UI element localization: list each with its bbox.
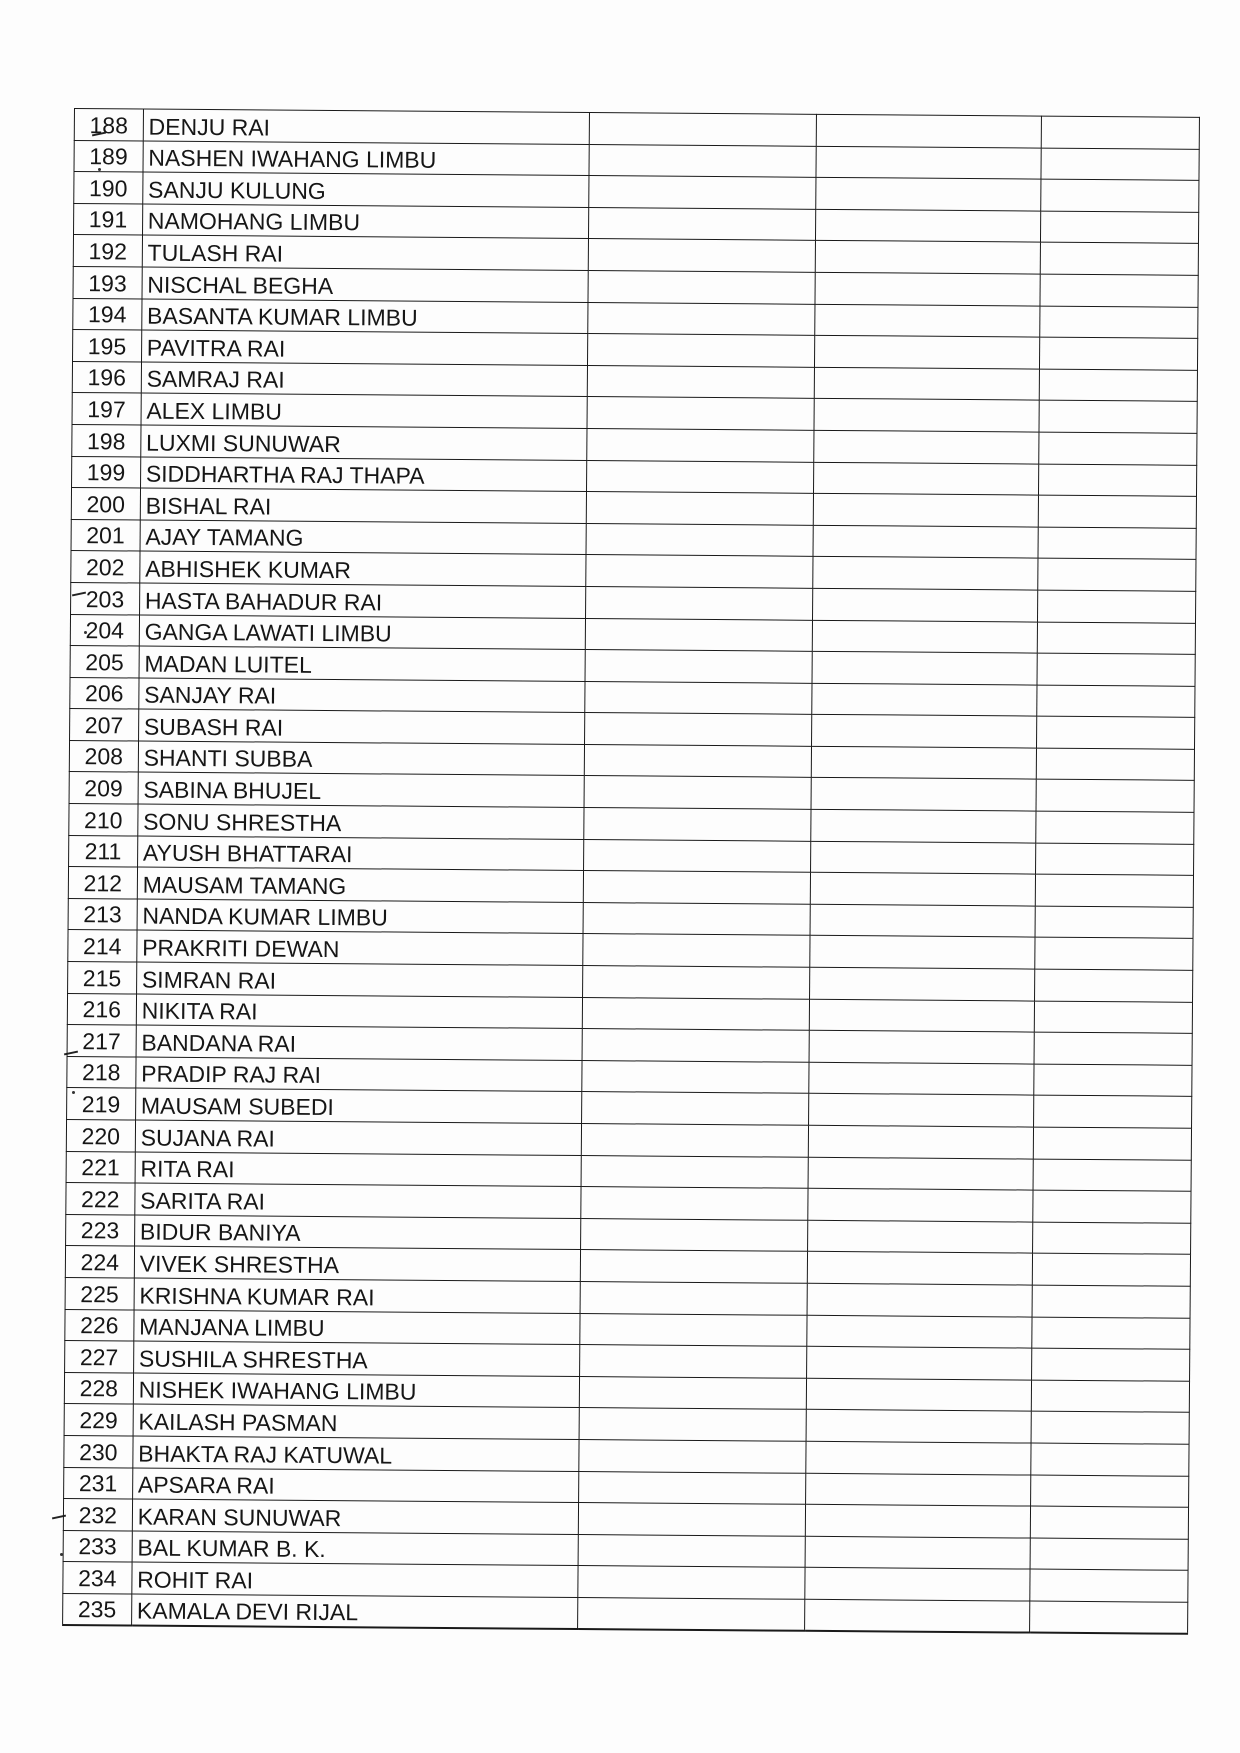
blank-cell	[1035, 843, 1194, 876]
name-cell: PAVITRA RAI	[141, 330, 587, 365]
blank-cell	[805, 1473, 1030, 1506]
blank-cell	[811, 746, 1036, 779]
serial-number-cell: 207	[70, 709, 139, 741]
serial-number-cell: 214	[68, 930, 137, 962]
blank-cell	[1039, 400, 1198, 433]
blank-cell	[1036, 716, 1195, 749]
blank-cell	[586, 460, 813, 493]
blank-cell	[813, 525, 1038, 558]
serial-number-cell: 224	[65, 1246, 134, 1278]
serial-number-cell: 202	[71, 551, 140, 583]
name-cell: LUXMI SUNUWAR	[141, 425, 587, 460]
blank-cell	[807, 1283, 1032, 1316]
blank-cell	[814, 304, 1039, 337]
blank-cell	[581, 1060, 808, 1093]
blank-cell	[808, 1094, 1033, 1127]
blank-cell	[579, 1313, 806, 1346]
blank-cell	[578, 1503, 805, 1536]
serial-number-cell: 229	[64, 1404, 133, 1436]
blank-cell	[805, 1504, 1030, 1537]
blank-cell	[1040, 211, 1199, 244]
name-cell: SAMRAJ RAI	[141, 362, 587, 397]
blank-cell	[1032, 1222, 1191, 1255]
blank-cell	[1031, 1317, 1190, 1350]
serial-number-cell: 205	[70, 646, 139, 678]
name-cell: SANJU KULUNG	[142, 172, 588, 207]
blank-cell	[578, 1534, 805, 1567]
serial-number-cell: 218	[67, 1056, 136, 1088]
name-cell: KRISHNA KUMAR RAI	[134, 1278, 580, 1313]
blank-cell	[588, 239, 815, 272]
blank-cell	[1034, 938, 1193, 971]
blank-cell	[1033, 1159, 1192, 1192]
name-cell: PRAKRITI DEWAN	[137, 930, 583, 965]
blank-cell	[808, 1062, 1033, 1095]
serial-number-cell: 198	[72, 424, 141, 456]
blank-cell	[811, 683, 1036, 716]
blank-cell	[584, 776, 811, 809]
name-cell: TULASH RAI	[142, 235, 588, 270]
blank-cell	[588, 271, 815, 304]
serial-number-cell: 217	[67, 1025, 136, 1057]
blank-cell	[815, 241, 1040, 274]
blank-cell	[579, 1408, 806, 1441]
blank-cell	[810, 841, 1035, 874]
blank-cell	[816, 146, 1041, 179]
blank-cell	[586, 428, 813, 461]
blank-cell	[587, 334, 814, 367]
serial-number-cell: 222	[66, 1183, 135, 1215]
blank-cell	[809, 967, 1034, 1000]
blank-cell	[1037, 653, 1196, 686]
blank-cell	[1040, 179, 1199, 212]
blank-cell	[813, 493, 1038, 526]
blank-cell	[583, 839, 810, 872]
blank-cell	[1031, 1411, 1190, 1444]
serial-number-cell: 192	[73, 235, 142, 267]
blank-cell	[582, 997, 809, 1030]
blank-cell	[806, 1315, 1031, 1348]
blank-cell	[1041, 116, 1200, 149]
blank-cell	[578, 1439, 805, 1472]
blank-cell	[1030, 1538, 1189, 1571]
blank-cell	[583, 808, 810, 841]
name-cell: NISHEK IWAHANG LIMBU	[133, 1373, 579, 1408]
blank-cell	[806, 1346, 1031, 1379]
blank-cell	[1038, 464, 1197, 497]
serial-number-cell: 203	[71, 582, 140, 614]
blank-cell	[584, 744, 811, 777]
name-cell: BASANTA KUMAR LIMBU	[142, 299, 588, 334]
blank-cell	[810, 809, 1035, 842]
name-cell: BANDANA RAI	[136, 1025, 582, 1060]
blank-cell	[1032, 1190, 1191, 1223]
serial-number-cell: 230	[64, 1435, 133, 1467]
blank-cell	[1037, 590, 1196, 623]
blank-cell	[813, 430, 1038, 463]
blank-cell	[804, 1568, 1029, 1601]
serial-number-cell: 213	[68, 898, 137, 930]
serial-number-cell: 221	[66, 1151, 135, 1183]
blank-cell	[1030, 1475, 1189, 1508]
blank-cell	[1039, 306, 1198, 339]
serial-number-cell: 212	[68, 867, 137, 899]
blank-cell	[1034, 1001, 1193, 1034]
blank-cell	[582, 966, 809, 999]
blank-cell	[1038, 432, 1197, 465]
blank-cell	[805, 1536, 1030, 1569]
blank-cell	[1035, 874, 1194, 907]
serial-number-cell: 235	[63, 1593, 132, 1625]
serial-number-cell: 233	[63, 1530, 132, 1562]
blank-cell	[814, 367, 1039, 400]
name-cell: SIDDHARTHA RAJ THAPA	[140, 457, 586, 492]
blank-cell	[583, 871, 810, 904]
serial-number-cell: 206	[70, 677, 139, 709]
name-cell: NIKITA RAI	[136, 994, 582, 1029]
serial-number-cell: 215	[68, 962, 137, 994]
serial-number-cell: 228	[64, 1372, 133, 1404]
name-cell: MAUSAM TAMANG	[137, 867, 583, 902]
name-cell: KAILASH PASMAN	[133, 1404, 579, 1439]
name-cell: BIDUR BANIYA	[134, 1215, 580, 1250]
name-cell: SHANTI SUBBA	[138, 741, 584, 776]
serial-number-cell: 200	[71, 488, 140, 520]
blank-cell	[580, 1218, 807, 1251]
blank-cell	[1029, 1569, 1188, 1602]
blank-cell	[807, 1188, 1032, 1221]
blank-cell	[1035, 906, 1194, 939]
blank-cell	[1040, 274, 1199, 307]
blank-cell	[1035, 811, 1194, 844]
blank-cell	[811, 778, 1036, 811]
blank-cell	[1039, 337, 1198, 370]
blank-cell	[589, 113, 816, 146]
blank-cell	[808, 1125, 1033, 1158]
blank-cell	[814, 335, 1039, 368]
name-cell: MAUSAM SUBEDI	[135, 1088, 581, 1123]
name-cell: MANJANA LIMBU	[134, 1310, 580, 1345]
blank-cell	[814, 399, 1039, 432]
name-cell: NANDA KUMAR LIMBU	[137, 899, 583, 934]
name-cell: APSARA RAI	[132, 1468, 578, 1503]
blank-cell	[581, 1092, 808, 1125]
blank-cell	[1039, 369, 1198, 402]
blank-cell	[1036, 748, 1195, 781]
blank-cell	[580, 1187, 807, 1220]
blank-cell	[583, 902, 810, 935]
name-cell: NAMOHANG LIMBU	[142, 204, 588, 239]
serial-number-cell: 220	[66, 1119, 135, 1151]
serial-number-cell: 226	[65, 1309, 134, 1341]
serial-number-cell: 219	[67, 1088, 136, 1120]
serial-number-cell: 193	[73, 266, 142, 298]
blank-cell	[1038, 495, 1197, 528]
blank-cell	[577, 1566, 804, 1599]
blank-cell	[812, 651, 1037, 684]
blank-cell	[1033, 1095, 1192, 1128]
blank-cell	[807, 1252, 1032, 1285]
blank-cell	[811, 715, 1036, 748]
name-cell: MADAN LUITEL	[139, 646, 585, 681]
blank-cell	[805, 1441, 1030, 1474]
blank-cell	[582, 934, 809, 967]
blank-cell	[582, 1029, 809, 1062]
blank-cell	[804, 1599, 1029, 1632]
blank-cell	[587, 302, 814, 335]
blank-cell	[815, 209, 1040, 242]
name-cell: SARITA RAI	[135, 1183, 581, 1218]
name-cell: HASTA BAHADUR RAI	[139, 583, 585, 618]
serial-number-cell: 227	[65, 1341, 134, 1373]
serial-number-cell: 223	[66, 1214, 135, 1246]
serial-number-cell: 234	[63, 1562, 132, 1594]
blank-cell	[1031, 1348, 1190, 1381]
blank-cell	[1038, 527, 1197, 560]
name-cell: ABHISHEK KUMAR	[140, 551, 586, 586]
serial-number-cell: 188	[74, 109, 143, 141]
blank-cell	[812, 620, 1037, 653]
name-cell: PRADIP RAJ RAI	[136, 1057, 582, 1092]
name-cell: GANGA LAWATI LIMBU	[139, 615, 585, 650]
blank-cell	[585, 618, 812, 651]
blank-cell	[578, 1471, 805, 1504]
serial-number-cell: 196	[72, 361, 141, 393]
blank-cell	[809, 936, 1034, 969]
blank-cell	[815, 178, 1040, 211]
serial-number-cell: 199	[72, 456, 141, 488]
blank-cell	[1041, 148, 1200, 181]
serial-number-cell: 210	[69, 804, 138, 836]
blank-cell	[812, 588, 1037, 621]
serial-number-cell: 225	[65, 1277, 134, 1309]
blank-cell	[807, 1220, 1032, 1253]
name-cell: KAMALA DEVI RIJAL	[131, 1594, 577, 1629]
serial-number-cell: 194	[73, 298, 142, 330]
blank-cell	[577, 1597, 804, 1630]
serial-number-cell: 197	[72, 393, 141, 425]
blank-cell	[806, 1410, 1031, 1443]
blank-cell	[1036, 685, 1195, 718]
blank-cell	[815, 272, 1040, 305]
name-cell: SUSHILA SHRESTHA	[133, 1341, 579, 1376]
blank-cell	[1037, 558, 1196, 591]
serial-number-cell: 201	[71, 519, 140, 551]
serial-number-cell: 195	[73, 330, 142, 362]
name-cell: VIVEK SHRESTHA	[134, 1246, 580, 1281]
name-cell: KARAN SUNUWAR	[132, 1499, 578, 1534]
blank-cell	[812, 557, 1037, 590]
blank-cell	[581, 1155, 808, 1188]
serial-number-cell: 209	[69, 772, 138, 804]
name-cell: BAL KUMAR B. K.	[132, 1531, 578, 1566]
blank-cell	[580, 1281, 807, 1314]
blank-cell	[579, 1376, 806, 1409]
blank-cell	[1033, 1064, 1192, 1097]
name-cell: SANJAY RAI	[139, 678, 585, 713]
blank-cell	[809, 1031, 1034, 1064]
serial-number-cell: 204	[70, 614, 139, 646]
blank-cell	[585, 650, 812, 683]
name-cell: DENJU RAI	[143, 109, 589, 144]
blank-cell	[584, 681, 811, 714]
name-cell: SONU SHRESTHA	[138, 804, 584, 839]
blank-cell	[1030, 1506, 1189, 1539]
blank-cell	[579, 1345, 806, 1378]
name-cell: SUBASH RAI	[138, 709, 584, 744]
name-cell: BHAKTA RAJ KATUWAL	[133, 1436, 579, 1471]
blank-cell	[810, 873, 1035, 906]
serial-number-cell: 216	[67, 993, 136, 1025]
name-cell: ROHIT RAI	[132, 1562, 578, 1597]
blank-cell	[1037, 622, 1196, 655]
blank-cell	[1031, 1380, 1190, 1413]
blank-cell	[584, 713, 811, 746]
blank-cell	[1032, 1285, 1191, 1318]
serial-number-cell: 211	[69, 835, 138, 867]
blank-cell	[1034, 969, 1193, 1002]
name-cell: SIMRAN RAI	[136, 962, 582, 997]
blank-cell	[1030, 1443, 1189, 1476]
blank-cell	[810, 904, 1035, 937]
blank-cell	[1040, 242, 1199, 275]
name-list-table	[62, 108, 1200, 1635]
blank-cell	[586, 492, 813, 525]
name-cell: RITA RAI	[135, 1152, 581, 1187]
blank-cell	[581, 1124, 808, 1157]
serial-number-cell: 208	[69, 740, 138, 772]
blank-cell	[809, 999, 1034, 1032]
blank-cell	[816, 114, 1041, 147]
name-cell: SUJANA RAI	[135, 1120, 581, 1155]
blank-cell	[585, 586, 812, 619]
blank-cell	[1033, 1127, 1192, 1160]
serial-number-cell: 191	[74, 203, 143, 235]
blank-cell	[808, 1157, 1033, 1190]
name-cell: NASHEN IWAHANG LIMBU	[143, 141, 589, 176]
blank-cell	[587, 397, 814, 430]
blank-cell	[588, 176, 815, 209]
blank-cell	[813, 462, 1038, 495]
serial-number-cell: 189	[74, 140, 143, 172]
blank-cell	[1032, 1253, 1191, 1286]
name-cell: BISHAL RAI	[140, 488, 586, 523]
blank-cell	[806, 1378, 1031, 1411]
blank-cell	[1034, 1032, 1193, 1065]
serial-number-cell: 231	[64, 1467, 133, 1499]
blank-cell	[580, 1250, 807, 1283]
name-cell: AYUSH BHATTARAI	[137, 836, 583, 871]
name-cell: NISCHAL BEGHA	[142, 267, 588, 302]
blank-cell	[588, 207, 815, 240]
serial-number-cell: 190	[74, 172, 143, 204]
blank-cell	[586, 523, 813, 556]
blank-cell	[589, 144, 816, 177]
blank-cell	[587, 365, 814, 398]
name-cell: ALEX LIMBU	[141, 393, 587, 428]
blank-cell	[1036, 780, 1195, 813]
blank-cell	[1029, 1601, 1188, 1634]
name-cell: AJAY TAMANG	[140, 520, 586, 555]
blank-cell	[585, 555, 812, 588]
name-cell: SABINA BHUJEL	[138, 772, 584, 807]
serial-number-cell: 232	[63, 1499, 132, 1531]
